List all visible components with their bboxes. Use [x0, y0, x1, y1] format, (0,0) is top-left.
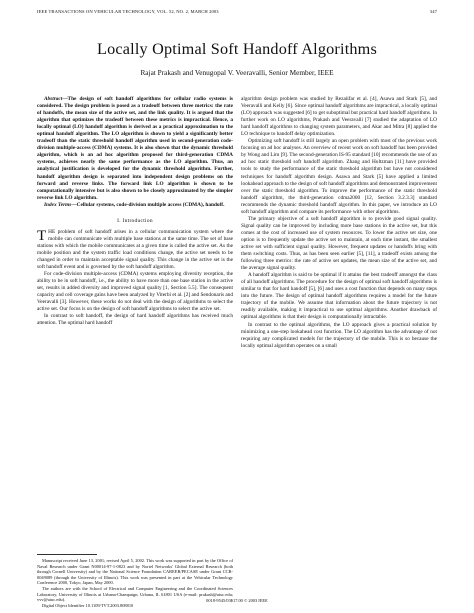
intro-paragraph-1 — [37, 229, 233, 271]
right-paragraph-5: In contrast to the optimal algorithms, the LO approach gives a practical solution by minimizing a one-step lookahead cost function. The LO algorithm has the advantage of not requiring any complicated models for the trajectory of the mobile. This is so because the locally optimal algorithm operates on a small — [241, 321, 437, 349]
page-number: 347 — [429, 9, 437, 14]
footnote-affiliation: The authors are with the School of Electrical and Computer Engineering and the Coordinated Sciences Laboratory, University of Illinois at Urbana-Champaign, Urbana, IL 61801 USA (e-mail: prakash@uiuc.edu; vvv@uiuc.edu). — [37, 585, 233, 603]
journal-header: IEEE TRANSACTIONS ON VEHICULAR TECHNOLOGY, VOL. 52, NO. 2, MARCH 2003 — [37, 9, 219, 14]
right-column — [241, 96, 437, 350]
footnote-doi: Digital Object Identifier 10.1109/TVT.2003.808810 — [42, 602, 134, 608]
right-paragraph-4: A handoff algorithm is said to be optimal if it attains the best tradeoff amongst the class of all handoff algorithms. The procedure for the design of optimal soft handoff algorithms is similar to that for hard handoff [5], [6] and uses a cost function that depends on many steps into the future. The design of optimal handoff algorithms requires a model for the future trajectory of the mobile. We assume that information about the future trajectory is not readily available, making it impractical to use optimal algorithms. Another drawback of optimal algorithms is that their design is computationally intractable. — [241, 272, 437, 321]
right-paragraph-2: Optimizing soft handoff is still largely an open problem with most of the previous work focusing on ad hoc analyses. An overview of recent work on soft handoff has been provided by Wong and Lim [9]. The second-generation IS-95 standard [10] recommends the use of an ad hoc static threshold soft handoff algorithm. Zhang and Holtzman [11] have provided tools to study the performance of the static threshold algorithm but have not considered techniques for handoff algorithm design. Asawa and Stark [5] have applied a limited lookahead approach to the design of soft handoff algorithms and demonstrated improvement over the static threshold algorithm. To improve the performance of the static threshold handoff algorithm, the third-generation cdma2000 [12, Section 3.2.3.3] standard recommends the dynamic threshold handoff algorithm. In this paper, we introduce an LO soft handoff algorithm and compare its performance with other algorithms. — [241, 138, 437, 215]
abstract-text: —The design of soft handoff algorithms for cellular radio systems is considered. The design problem is posed as a tradeoff between three metrics: the rate of handoffs, the mean size of the active set, and the link quality. It is argued that the algorithm that optimizes the tradeoff between these metrics is impractical. Hence, a locally optimal (LO) handoff algorithm is derived as a practical approximation to the optimal handoff algorithm. The LO algorithm is shown to yield a significantly better tradeoff than the static threshold handoff algorithm used in second-generation code-division multiple-access (CDMA) systems. It is also shown that the dynamic threshold algorithm, which is an ad hoc algorithm proposed for third-generation CDMA systems, achieves nearly the same performance as the LO algorithm. Thus, an analytical justification is developed for the dynamic threshold algorithm. Further, handoff algorithm design is separated into independent design problems on the forward and reverse links. The forward link LO algorithm is shown to be computationally intensive but is also shown to be closely approximated by the simpler reverse link LO algorithm. — [37, 96, 233, 201]
paper-title: Locally Optimal Soft Handoff Algorithms — [97, 40, 377, 58]
index-terms-lead: Index Terms — [44, 201, 72, 208]
index-terms-text: —Cellular systems, code-division multiple access (CDMA), handoff. — [71, 201, 225, 208]
author-line: Rajat Prakash and Venugopal V. Veeravalli, Senior Member, IEEE — [140, 68, 334, 77]
intro-paragraph-1-text: HE problem of soft handoff arises in a cellular communication system where the mobile can communicate with multiple base stations at the same time. The set of base stations with which the mobile communicates at a given time is called the active set. As the mobile position and the system traffic load conditions change, the active set needs to be changed in order to maintain acceptable signal quality. This change in the active set is the soft handoff event and is governed by the soft handoff algorithm. — [37, 228, 233, 271]
copyright-footer: 0018-9545/03$17.00 © 2003 IEEE — [206, 598, 268, 603]
abstract-lead: Abstract — [44, 96, 63, 102]
intro-paragraph-3: In contrast to soft handoff, the design of hard handoff algorithms has received much attention. The optimal hard handoff — [37, 313, 233, 327]
abstract — [37, 96, 233, 202]
footnote-manuscript: Manuscript received June 13, 2001; revised April 5, 2002. This work was supported in part by the Office of Naval Research under Grant N00014-97-1-0823 and by Nortel Networks' Global External Research (both through Cornell University) and by the National Science Foundation CAREER/PECASE under Grant CCR-0049089 (through the University of Illinois). This work was presented in part at the Vehicular Technology Conference 2000, Tokyo, Japan, May 2000. — [37, 558, 233, 586]
intro-paragraph-2: For code-division multiple-access (CDMA) systems employing diversity reception, the ability to be in soft handoff, i.e., the ability to have more than one base station in the active set, results in added diversity and improved signal quality [1, Section 5.5]. The consequent capacity and cell coverage gains have been analyzed by Viterbi et al. [2] and Sendonaris and Veeravalli [3]. However, these works do not deal with the design of algorithms to select the active set. Our focus is on the design of soft handoff algorithms to select the active set. — [37, 271, 233, 313]
right-paragraph-1: algorithm design problem was studied by Rezaiifar et al. [4], Asawa and Stark [5], and Veeravalli and Kelly [6]. Since optimal handoff algorithms are impractical, a locally optimal (LO) approach was suggested [6] to get suboptimal but practical hard handoff algorithms. In further work on LO algorithms, Prakash and Veeravalli [7] studied the adaptation of LO hard handoff algorithms to changing system parameters, and Akar and Mitra [8] applied the LO technique to handoff delay optimization. — [241, 96, 437, 138]
running-head — [37, 9, 437, 17]
footnote-rule — [37, 554, 97, 555]
section-heading: I. Introduction — [117, 217, 153, 224]
drop-cap: T — [37, 227, 47, 244]
index-terms — [37, 202, 233, 209]
right-paragraph-3: The primary objective of a soft handoff algorithm is to provide good signal quality. Signal quality can be improved by including more base stations in the active set, but this comes at the cost of increased use of system resources. To lower the active set size, one option is to frequently update the active set to maintain, at each time instant, the smallest active set with sufficient signal quality. However, frequent updates or handoffs bring with them switching costs. Thus, as has been seen earlier [5], [11], a tradeoff exists among the following three metrics: the rate of active set updates, the mean size of the active set, and the average signal quality. — [241, 215, 437, 272]
left-column — [37, 96, 233, 327]
